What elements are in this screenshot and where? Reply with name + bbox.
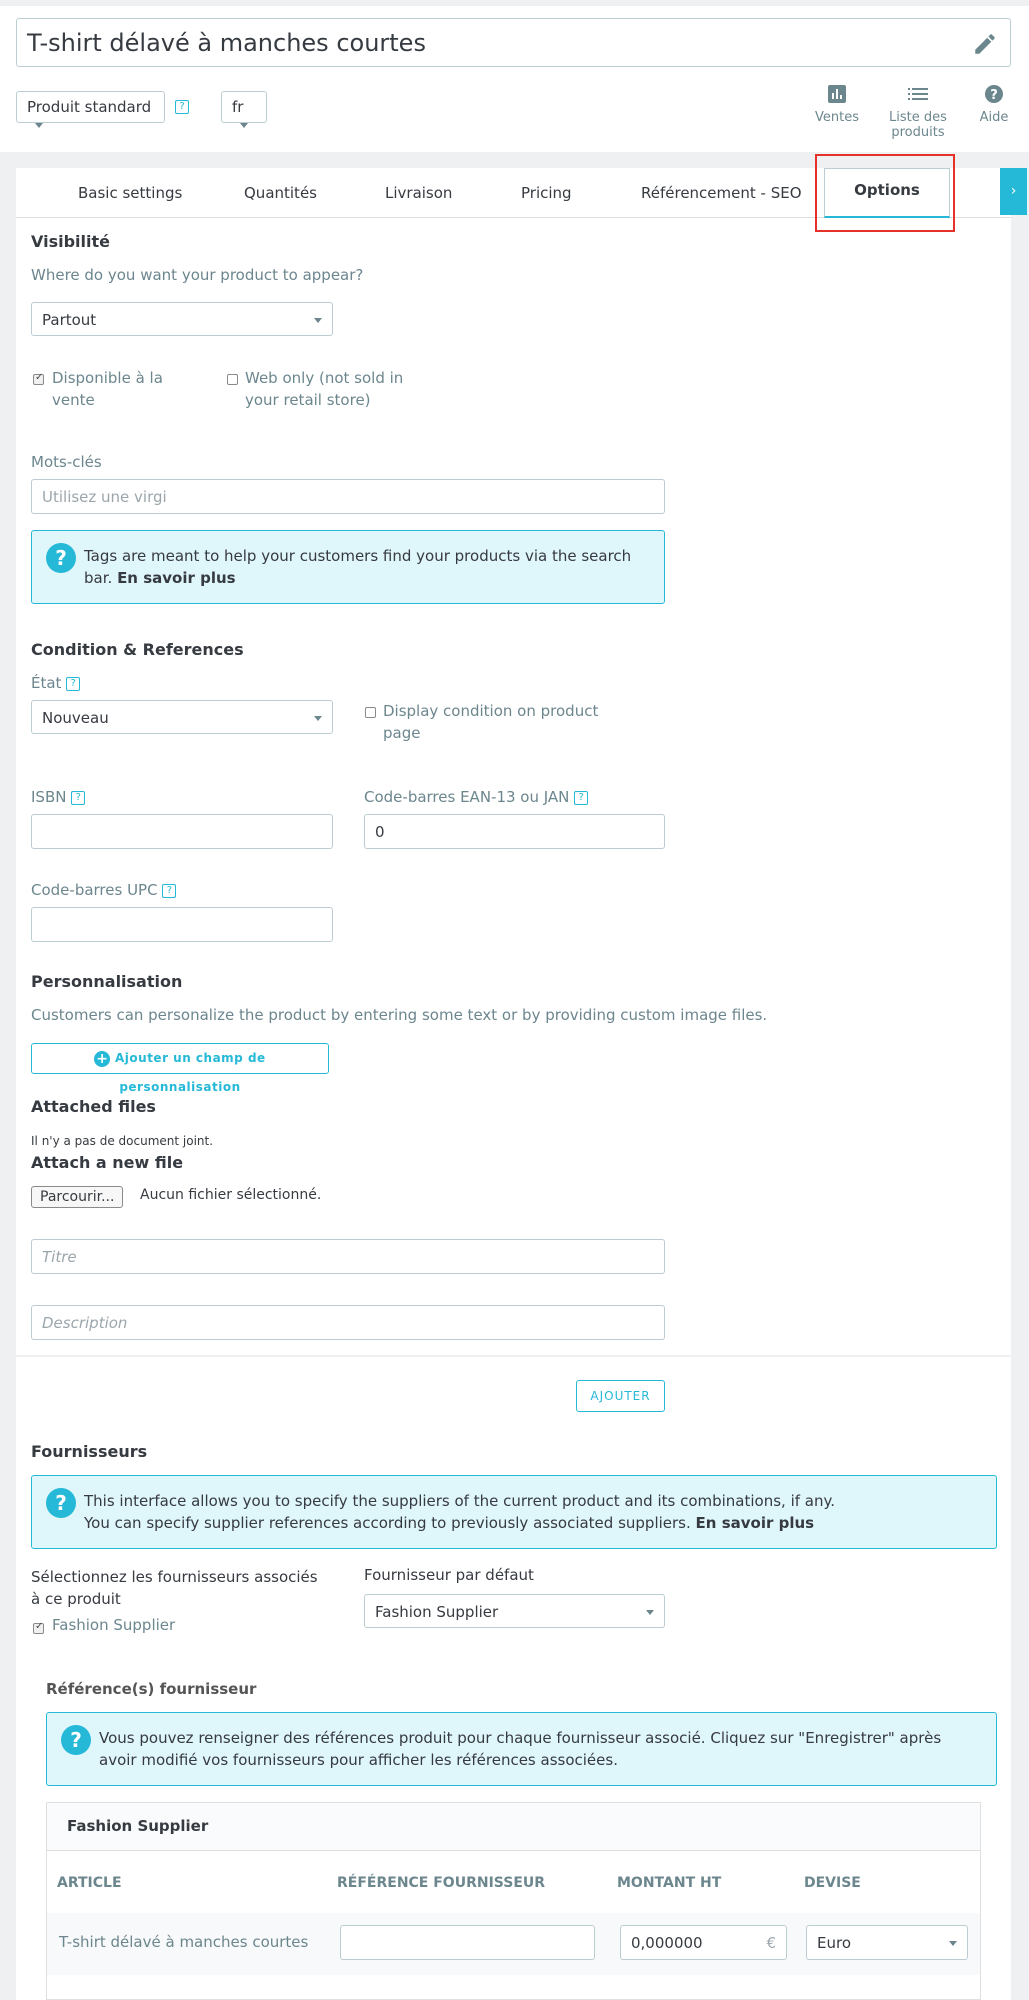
- tab-basic-settings[interactable]: Basic settings: [78, 184, 183, 202]
- isbn-input[interactable]: [31, 814, 333, 849]
- supplier-refs-title: Référence(s) fournisseur: [46, 1680, 257, 1698]
- ean-input[interactable]: [364, 814, 665, 849]
- help-icon[interactable]: ?: [175, 100, 189, 114]
- help-icon[interactable]: ?: [574, 791, 588, 805]
- chevron-down-icon: [314, 716, 322, 721]
- table-row: [47, 1913, 980, 1975]
- help-icon[interactable]: ?: [66, 677, 80, 691]
- chevron-down-icon: [35, 123, 43, 128]
- tab-quantities[interactable]: Quantités: [244, 184, 317, 202]
- chevron-down-icon: [240, 123, 248, 128]
- file-title-input[interactable]: [31, 1239, 665, 1274]
- visibility-select[interactable]: [31, 302, 333, 336]
- product-header: [0, 6, 1029, 152]
- ean-label: Code-barres EAN-13 ou JAN ?: [364, 788, 588, 806]
- supplier-reference-input[interactable]: [340, 1925, 595, 1960]
- options-tab-highlight: [815, 154, 955, 232]
- visibility-question: Where do you want your product to appear?: [31, 266, 364, 284]
- suppliers-info-alert: [31, 1475, 997, 1549]
- add-file-button[interactable]: AJOUTER: [576, 1380, 665, 1412]
- default-supplier-select[interactable]: [364, 1594, 665, 1628]
- product-type-label: Produit standard: [27, 98, 152, 116]
- tab-pricing[interactable]: Pricing: [521, 184, 572, 202]
- language-dropdown[interactable]: [221, 91, 267, 123]
- question-circle-icon: ?: [61, 1725, 91, 1755]
- sales-action[interactable]: [812, 84, 862, 125]
- question-circle-icon: ?: [46, 543, 76, 573]
- currency-value: Euro: [817, 1934, 851, 1952]
- attach-file-title: Attach a new file: [31, 1153, 184, 1172]
- default-supplier-value: Fashion Supplier: [375, 1603, 499, 1621]
- file-description-input[interactable]: [31, 1305, 665, 1340]
- svg-text:?: ?: [990, 88, 998, 103]
- product-name-input[interactable]: [16, 18, 1011, 67]
- tab-seo[interactable]: Référencement - SEO: [641, 184, 802, 202]
- no-documents-text: Il n'y a pas de document joint.: [31, 1134, 214, 1148]
- isbn-label: ISBN ?: [31, 788, 85, 806]
- column-reference: RÉFÉRENCE FOURNISSEUR: [337, 1875, 546, 1891]
- file-description-placeholder: Description: [42, 1314, 128, 1332]
- currency-select[interactable]: [806, 1925, 968, 1960]
- suppliers-title: Fournisseurs: [31, 1442, 148, 1461]
- plus-circle-icon: +: [96, 1050, 109, 1067]
- tags-learn-more-link[interactable]: En savoir plus: [117, 569, 236, 587]
- upc-input[interactable]: [31, 907, 333, 942]
- column-currency: DEVISE: [804, 1875, 861, 1891]
- product-form-panel: [16, 168, 1017, 2000]
- table-supplier-name: Fashion Supplier: [67, 1817, 209, 1835]
- divider: [0, 1355, 1029, 1357]
- supplier-checkbox-label: Fashion Supplier: [52, 1616, 176, 1634]
- bar-chart-icon: [827, 84, 847, 104]
- add-customization-button[interactable]: [31, 1043, 329, 1094]
- suppliers-learn-more-link[interactable]: En savoir plus: [695, 1514, 815, 1532]
- amount-value: 0,000000: [631, 1934, 703, 1952]
- supplier-refs-info-alert: [46, 1712, 997, 1786]
- attached-files-title: Attached files: [31, 1097, 156, 1116]
- supplier-checkbox[interactable]: [33, 1623, 44, 1634]
- available-label: Disponible à la vente: [52, 369, 163, 409]
- customization-description: Customers can personalize the product by entering some text or by providing custom image files.: [31, 1006, 768, 1024]
- product-type-dropdown[interactable]: [16, 91, 165, 123]
- tab-options-label: Options: [854, 181, 920, 199]
- column-amount: MONTANT HT: [617, 1875, 722, 1891]
- product-list-action[interactable]: [864, 84, 972, 140]
- browse-button[interactable]: Parcourir...: [31, 1186, 123, 1208]
- tags-input[interactable]: [31, 479, 665, 514]
- help-label: Aide: [979, 110, 1009, 125]
- select-suppliers-label: Sélectionnez les fournisseurs associés à ce produit: [31, 1568, 318, 1608]
- column-article: ARTICLE: [57, 1875, 122, 1891]
- supplier-refs-info-text: Vous pouvez renseigner des références produit pour chaque fournisseur associé. Cliquez sur "Enregistrer" après avoir modifié vos fournisseurs pour afficher les références associées.: [99, 1729, 942, 1769]
- chevron-down-icon: [314, 318, 322, 323]
- state-select[interactable]: [31, 700, 333, 734]
- chevron-down-icon: [646, 1610, 654, 1615]
- web-only-checkbox[interactable]: [227, 374, 238, 385]
- file-title-placeholder: Titre: [42, 1248, 77, 1266]
- state-value: Nouveau: [42, 709, 109, 727]
- language-label: fr: [232, 98, 244, 116]
- list-icon: [907, 84, 929, 104]
- visibility-value: Partout: [42, 311, 97, 329]
- help-icon[interactable]: ?: [71, 791, 85, 805]
- chevron-right-icon[interactable]: ›: [1000, 168, 1027, 215]
- row-article: T-shirt délavé à manches courtes: [59, 1933, 309, 1951]
- tags-info-alert: [31, 530, 665, 604]
- customization-title: Personnalisation: [31, 972, 183, 991]
- pencil-icon[interactable]: [972, 31, 998, 57]
- question-circle-icon: ?: [46, 1488, 76, 1518]
- add-customization-label: Ajouter un champ de personnalisation: [115, 1051, 266, 1094]
- state-label: État ?: [31, 674, 80, 692]
- tags-label: Mots-clés: [31, 453, 102, 471]
- supplier-refs-table: [46, 1802, 981, 2000]
- question-circle-icon: [984, 84, 1004, 104]
- display-condition-checkbox[interactable]: [365, 707, 376, 718]
- chevron-down-icon: [949, 1941, 957, 1946]
- visibility-title: Visibilité: [31, 232, 110, 251]
- suppliers-info-text: This interface allows you to specify the suppliers of the current product and its combinations, if any. You can specify supplier references according to previously associated suppliers. En savoir plus: [84, 1492, 836, 1532]
- tab-shipping[interactable]: Livraison: [385, 184, 453, 202]
- help-action[interactable]: [976, 84, 1012, 125]
- condition-title: Condition & References: [31, 640, 244, 659]
- upc-label: Code-barres UPC ?: [31, 881, 176, 899]
- tags-placeholder: Utilisez une virgi: [42, 488, 167, 506]
- sales-label: Ventes: [815, 110, 859, 125]
- tags-info-text: Tags are meant to help your customers find your products via the search bar. En savoir plus: [84, 547, 632, 587]
- product-list-label: Liste des produits: [889, 110, 947, 140]
- default-supplier-label: Fournisseur par défaut: [364, 1566, 534, 1584]
- help-icon[interactable]: ?: [162, 884, 176, 898]
- display-condition-label: Display condition on product page: [383, 702, 599, 742]
- product-name-text: T-shirt délavé à manches courtes: [27, 29, 426, 57]
- available-checkbox[interactable]: [33, 374, 44, 385]
- amount-input[interactable]: [620, 1925, 787, 1960]
- web-only-label: Web only (not sold in your retail store): [245, 369, 404, 409]
- no-file-selected-text: Aucun fichier sélectionné.: [140, 1187, 322, 1203]
- euro-icon: €: [766, 1934, 776, 1952]
- ean-value: 0: [375, 823, 385, 841]
- table-header-bar: [47, 1803, 980, 1851]
